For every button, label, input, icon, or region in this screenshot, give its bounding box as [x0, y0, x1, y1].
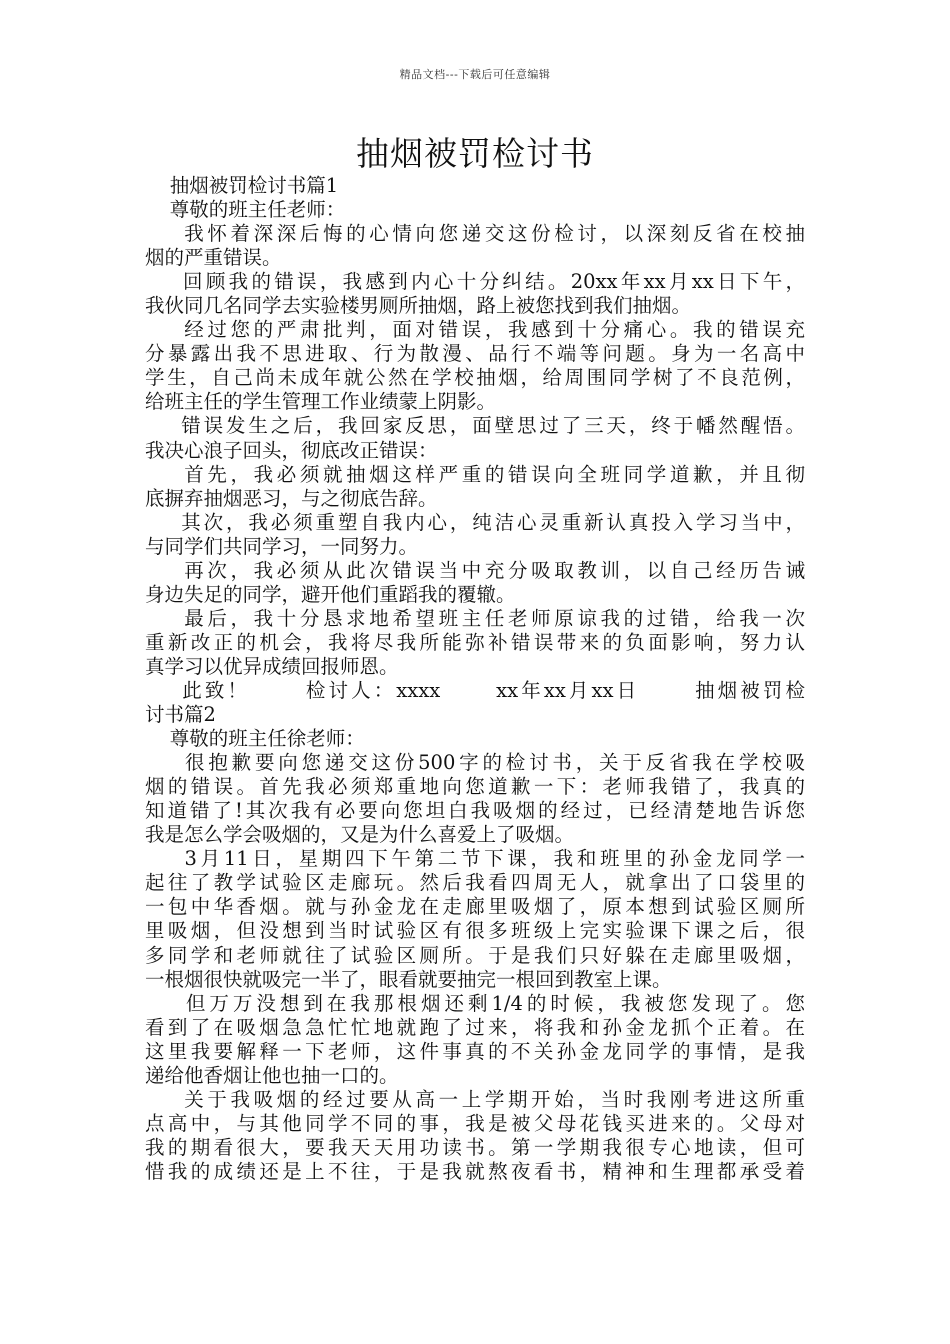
- body-text-line: 回顾我的错误，我感到内心十分纠结。20xx年xx月xx日下午，: [145, 270, 805, 294]
- body-text-line: 我是怎么学会吸烟的，又是为什么喜爱上了吸烟。: [145, 823, 575, 847]
- body-text-line: 首先，我必须就抽烟这样严重的错误向全班同学道歉，并且彻: [145, 462, 805, 486]
- body-text-line: 学生，自己尚未成年就公然在学校抽烟，给周围同学树了不良范例，: [145, 366, 805, 390]
- body-text-line: 但万万没想到在我那根烟还剩1/4的时候，我被您发现了。您: [145, 991, 805, 1015]
- body-text-line: 一包中华香烟。就与孙金龙在走廊里吸烟了，原本想到试验区厕所: [145, 895, 805, 919]
- body-text-line: 再次，我必须从此次错误当中充分吸取教训，以自己经历告诫: [145, 558, 805, 582]
- page-header: 精品文档---下载后可任意编辑: [399, 68, 551, 81]
- body-text-line: 里吸烟，但没想到当时试验区有很多班级上完实验课下课之后，很: [145, 919, 805, 943]
- body-text-line: 与同学们共同学习，一同努力。: [145, 534, 419, 558]
- body-text-line: 惜我的成绩还是上不往，于是我就熬夜看书，精神和生理都承受着: [145, 1159, 805, 1183]
- body-text-line: 一根烟很快就吸完一半了，眼看就要抽完一根回到教室上课。: [145, 967, 672, 991]
- body-text-line: 知道错了!其次我有必要向您坦白我吸烟的经过，已经清楚地告诉您: [145, 799, 805, 823]
- body-text-line: 真学习以优异成绩回报师恩。: [145, 654, 399, 678]
- body-text-line: 其次，我必须重塑自我内心，纯洁心灵重新认真投入学习当中，: [145, 510, 805, 534]
- body-text-line: 给班主任的学生管理工作业绩蒙上阴影。: [145, 390, 497, 414]
- document-title: 抽烟被罚检讨书: [356, 134, 594, 173]
- body-text-line: 尊敬的班主任徐老师：: [145, 727, 365, 751]
- body-text-line: 分暴露出我不思进取、行为散漫、品行不端等问题。身为一名高中: [145, 342, 805, 366]
- body-text-line: 看到了在吸烟急急忙忙地就跑了过来，将我和孙金龙抓个正着。在: [145, 1015, 805, 1039]
- body-text-line: 递给他香烟让他也抽一口的。: [145, 1063, 399, 1087]
- body-text-line: 重新改正的机会，我将尽我所能弥补错误带来的负面影响，努力认: [145, 630, 805, 654]
- body-text-line: 我怀着深深后悔的心情向您递交这份检讨，以深刻反省在校抽: [145, 222, 805, 246]
- body-text-line: 点高中，与其他同学不同的事，我是被父母花钱买进来的。父母对: [145, 1111, 805, 1135]
- body-text-line: 起往了教学试验区走廊玩。然后我看四周无人，就拿出了口袋里的: [145, 871, 805, 895]
- body-text-line: 这里我要解释一下老师，这件事真的不关孙金龙同学的事情，是我: [145, 1039, 805, 1063]
- body-text-line: 多同学和老师就往了试验区厕所。于是我们只好躲在走廊里吸烟，: [145, 943, 805, 967]
- body-text-line: 3月11日，星期四下午第二节下课，我和班里的孙金龙同学一: [145, 847, 805, 871]
- body-text-line: 烟的严重错误。: [145, 246, 282, 270]
- body-text-line: 关于我吸烟的经过要从高一上学期开始，当时我刚考进这所重: [145, 1087, 805, 1111]
- body-text-line: 抽烟被罚检讨书篇1: [145, 174, 339, 197]
- body-text-line: 烟的错误。首先我必须郑重地向您道歉一下：老师我错了，我真的: [145, 775, 805, 799]
- body-text-line: 错误发生之后，我回家反思，面壁思过了三天，终于幡然醒悟。: [145, 414, 805, 438]
- body-text-line: 最后，我十分恳求地希望班主任老师原谅我的过错，给我一次: [145, 606, 805, 630]
- body-text-line: 我伙同几名同学去实验楼男厕所抽烟，路上被您找到我们抽烟。: [145, 294, 692, 318]
- document-body: [145, 174, 805, 1184]
- body-text-line: 讨书篇2: [145, 703, 216, 727]
- body-text-line: 很抱歉要向您递交这份500字的检讨书，关于反省我在学校吸: [145, 751, 805, 775]
- body-text-line: 我的期看很大，要我天天用功读书。第一学期我很专心地读，但可: [145, 1135, 805, 1159]
- body-text-line: 底摒弃抽烟恶习，与之彻底告辞。: [145, 486, 438, 510]
- body-text-line: 尊敬的班主任老师：: [145, 198, 346, 222]
- body-text-line: 经过您的严肃批判，面对错误，我感到十分痛心。我的错误充: [145, 318, 805, 342]
- body-text-line: 身边失足的同学，避开他们重蹈我的覆辙。: [145, 582, 516, 606]
- body-text-line: 此致！ 检讨人：xxxx xx年xx月xx日 抽烟被罚检: [145, 678, 805, 702]
- body-text-line: 我决心浪子回头，彻底改正错误：: [145, 438, 438, 462]
